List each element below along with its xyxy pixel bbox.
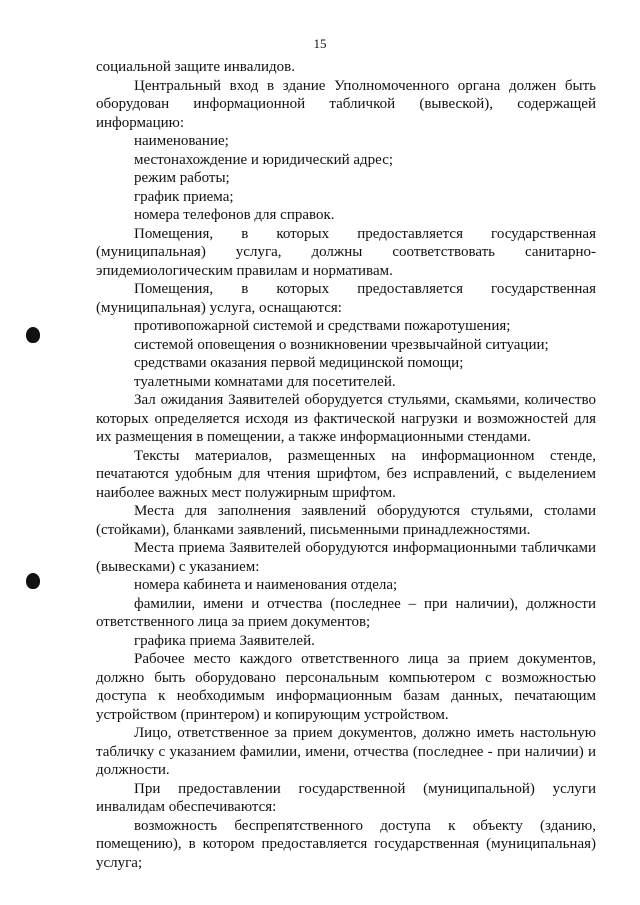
paragraph: фамилии, имени и отчества (последнее – при наличии), должности ответственного лица за прием документов; — [96, 595, 596, 630]
punch-hole-mark — [26, 327, 40, 343]
paragraph: наименование; — [134, 133, 229, 149]
paragraph: системой оповещения о возникновении чрезвычайной ситуации; — [134, 336, 549, 353]
paragraph: Зал ожидания Заявителей оборудуется стульями, скамьями, количество которых определяется исходя из фактической нагрузки и возможностей для их размещения в помещении, а также информационными стендами. — [96, 392, 596, 445]
paragraph: Помещения, в которых предоставляется государственная (муниципальная) услуга, оснащаются: — [96, 281, 596, 316]
paragraph: график приема; — [134, 188, 234, 205]
paragraph: Места приема Заявителей оборудуются информационными табличками (вывесками) с указанием: — [96, 540, 596, 575]
paragraph: возможность беспрепятственного доступа к объекту (зданию, помещению), в котором предоставляется государственная (муниципальная) услуга; — [96, 817, 596, 871]
punch-hole-mark — [26, 573, 40, 589]
paragraph: средствами оказания первой медицинской помощи; — [134, 355, 464, 371]
paragraph: Центральный вход в здание Уполномоченного органа должен быть оборудован информационной табличкой (вывеской), содержащей информацию: — [96, 77, 596, 131]
paragraph: Тексты материалов, размещенных на информационном стенде, печатаются удобным для чтения шрифтом, без исправлений, с выделением наиболее важных мест полужирным шрифтом. — [96, 447, 596, 501]
paragraph: режим работы; — [134, 170, 230, 186]
paragraph: номера кабинета и наименования отдела; — [134, 577, 398, 593]
paragraph: При предоставлении государственной (муниципальной) услуги инвалидам обеспечиваются: — [96, 780, 596, 815]
paragraph: туалетными комнатами для посетителей. — [134, 373, 396, 390]
page-number: 15 — [313, 36, 327, 51]
paragraph: номера телефонов для справок. — [134, 207, 335, 223]
paragraph: социальной защите инвалидов. — [96, 59, 295, 75]
paragraph: Места для заполнения заявлений оборудуются стульями, столами (стойками), бланками заявлений, письменными принадлежностями. — [96, 503, 596, 538]
document-body — [96, 58, 596, 872]
paragraph: противопожарной системой и средствами пожаротушения; — [134, 318, 511, 334]
paragraph: Помещения, в которых предоставляется государственная (муниципальная) услуга, должны соответствовать санитарно-эпидемиологическим правилам и нормативам. — [96, 225, 596, 279]
paragraph: Рабочее место каждого ответственного лица за прием документов, должно быть оборудовано персональным компьютером с возможностью доступа к необходимым информационным базам данных, печатающим устройством (принтером) и копирующим устройством. — [96, 651, 596, 723]
paragraph: графика приема Заявителей. — [134, 632, 315, 649]
paragraph: местонахождение и юридический адрес; — [134, 151, 394, 168]
paragraph: Лицо, ответственное за прием документов, должно иметь настольную табличку с указанием фамилии, имени, отчества (последнее - при наличии) и должности. — [96, 725, 596, 778]
